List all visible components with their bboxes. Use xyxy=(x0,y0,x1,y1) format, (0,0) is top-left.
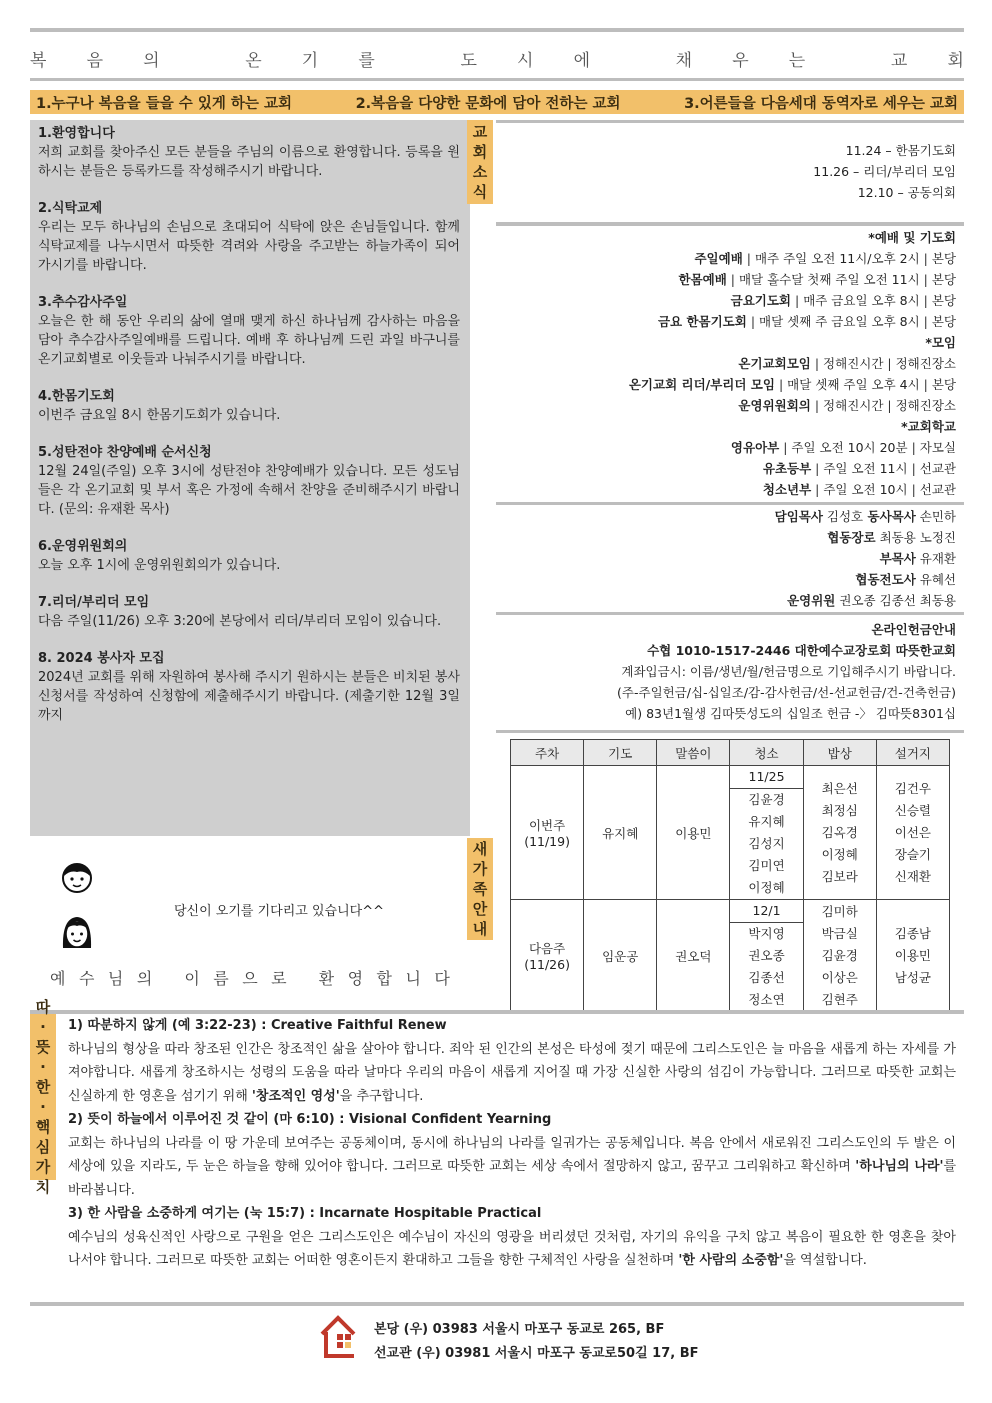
tab-char: 치 xyxy=(35,1178,51,1196)
man-icon xyxy=(60,860,94,894)
motto-char: 우 xyxy=(732,51,749,71)
welcome-char: 합 xyxy=(376,969,392,988)
worship-time: 주일 오전 10시 20분 xyxy=(791,440,908,455)
worship-item xyxy=(496,458,956,479)
core-value-text: 교회는 하나님의 나라를 이 땅 가운데 보여주는 공동체이며, 동시에 하나님의 나라를 일궈가는 공동체입니다. 복음 안에서 새로워진 그리스도인의 두 발은 이 세상에 있을 지라도, 두 눈은 하늘을 향해 있어야 합니다. 그러므로 따뜻한 교회는 세상 속에서 절망하지 않고, 꿈꾸고 그리워하고 확신하며 xyxy=(68,1135,956,1174)
right-rule xyxy=(496,730,964,733)
welcome-char: 로 xyxy=(271,969,287,988)
schedule-item: 11.26 – 리더/부리더 모임 xyxy=(813,164,956,179)
separator: | xyxy=(907,461,920,476)
worship-schedule xyxy=(496,227,964,500)
meal-name: 김미하 xyxy=(821,903,858,919)
tab-char: 핵 xyxy=(35,1118,51,1136)
announcement-item xyxy=(38,593,460,631)
staff-row xyxy=(496,548,956,569)
bottom-rule xyxy=(30,1302,964,1306)
separator: | xyxy=(774,377,788,392)
table-header: 청소 xyxy=(730,740,803,766)
clean-name: 박지영 xyxy=(748,926,785,941)
core-value-body xyxy=(68,1132,956,1203)
welcome-char: 수 xyxy=(78,969,95,988)
motto-char xyxy=(845,46,850,72)
goal-2: 2.복음을 다양한 문화에 담아 전하는 교회 xyxy=(355,95,621,112)
separator: | xyxy=(742,251,755,266)
announcement-item xyxy=(38,293,460,369)
welcome-char xyxy=(166,966,171,989)
core-value-emphasis: '한 사람의 소중함' xyxy=(678,1253,784,1268)
worship-place: 정해진장소 xyxy=(895,398,956,413)
staff-row xyxy=(496,569,956,590)
tab-church-news xyxy=(467,120,493,204)
tab-newcomer-guide xyxy=(467,838,493,940)
meal-name: 김옥경 xyxy=(821,824,858,840)
motto-char: 온 xyxy=(245,51,262,71)
worship-time: 매주 주일 오전 11시/오후 2시 xyxy=(754,251,920,266)
staff-names: 최동용 노정진 xyxy=(875,530,956,545)
staff-role: 협동전도사 xyxy=(855,572,916,587)
worship-time: 정해진시간 xyxy=(823,356,884,371)
worship-name: 한몸예배 xyxy=(678,272,727,287)
welcome-char: 의 xyxy=(136,969,153,988)
separator: | xyxy=(919,251,932,266)
announcement-item xyxy=(38,649,460,725)
clean-name: 김종선 xyxy=(748,970,785,985)
tab-char: · xyxy=(40,1098,46,1116)
worship-name: 온기교회모임 xyxy=(738,356,811,371)
announcement-item xyxy=(38,443,460,519)
welcome-char xyxy=(300,966,305,989)
worship-time: 매달 홀수달 첫째 주일 오전 11시 xyxy=(738,272,920,287)
core-value-title: 1) 따분하지 않게 (예 3:22-23) : Creative Faithful Renew xyxy=(68,1018,447,1033)
welcome-char: 환 xyxy=(318,969,335,988)
welcome-slogan xyxy=(50,966,450,989)
separator: | xyxy=(779,440,792,455)
worship-heading xyxy=(496,416,956,437)
dish-name: 신재환 xyxy=(894,868,931,884)
separator: | xyxy=(811,482,824,497)
worship-item xyxy=(496,248,956,269)
dish-name: 이선은 xyxy=(894,824,931,840)
worship-heading xyxy=(496,332,956,353)
core-value-title: 3) 한 사람을 소중하게 여기는 (눅 15:7) : Incarnate Hospitable Practical xyxy=(68,1206,542,1221)
worship-item xyxy=(496,479,956,500)
table-header: 밥상 xyxy=(803,740,876,766)
worship-time: 주일 오전 11시 xyxy=(823,461,908,476)
table-header: 설거지 xyxy=(876,740,949,766)
welcome-char: 으 xyxy=(242,969,258,988)
welcome-char: 영 xyxy=(347,969,364,988)
right-rule xyxy=(496,502,964,505)
motto-rule xyxy=(30,78,964,81)
worship-item xyxy=(496,437,956,458)
worship-name: 금요 한몸기도회 xyxy=(657,314,747,329)
worship-heading-text: *교회학교 xyxy=(901,419,956,434)
motto-char: 복 xyxy=(30,51,47,71)
reader-cell: 권오덕 xyxy=(657,900,730,1012)
clean-cell xyxy=(730,900,803,1012)
announcement-item xyxy=(38,387,460,425)
worship-place: 본당 xyxy=(931,251,956,266)
table-header: 기도 xyxy=(584,740,657,766)
tab-char: · xyxy=(40,1058,46,1076)
motto-char: 회 xyxy=(947,51,964,71)
motto-char: 에 xyxy=(573,51,590,71)
core-value-text: 을 추구합니다. xyxy=(339,1088,424,1104)
worship-place: 본당 xyxy=(931,272,956,287)
core-values xyxy=(68,1014,956,1273)
separator: | xyxy=(883,398,896,413)
clean-name: 정소연 xyxy=(748,992,785,1007)
church-logo-icon xyxy=(318,1314,358,1360)
right-rule xyxy=(496,222,964,226)
clean-name: 권오종 xyxy=(748,948,785,963)
motto-char: 는 xyxy=(788,51,806,71)
announcement-title: 3.추수감사주일 xyxy=(38,295,128,310)
worship-place: 선교관 xyxy=(919,482,956,497)
worship-name: 운영위원회의 xyxy=(738,398,811,413)
announcement-body: 우리는 모두 하나님의 손님으로 초대되어 식탁에 앉은 손님들입니다. 함께 식탁교제를 나누시면서 따뜻한 격려와 사랑을 주고받는 하늘가족이 되어 가시기를 바랍니다. xyxy=(38,220,460,273)
worship-item xyxy=(496,353,956,374)
tab-char: 가 xyxy=(472,860,488,878)
church-motto xyxy=(30,46,964,72)
worship-time: 매달 셋째 주 금요일 오후 8시 xyxy=(759,314,920,329)
staff-names: 김성호 xyxy=(822,509,864,524)
separator: | xyxy=(746,314,760,329)
top-rule xyxy=(30,28,964,32)
core-value-text: 하나님의 형상을 따라 창조된 인간은 창조적인 삶을 살아야 합니다. 죄악 된 인간의 본성은 타성에 젖기 때문에 그리스도인은 늘 마음을 새롭게 하는 자세를 가져야합니다. 새롭게 창조하시는 성령의 도움을 따라 날마다 우리의 마음이 새롭게 지어질 때 가장 신실한 사랑의 섬김이 가능합니다. 그러므로 따뜻한 교회는 신실하게 한 영혼을 섬기기 위해 xyxy=(68,1041,956,1104)
announcement-title: 7.리더/부리더 모임 xyxy=(38,595,150,610)
core-value-text: 예수님의 성육신적인 사랑으로 구원을 얻은 그리스도인은 예수님이 자신의 영광을 버리셨던 것처럼, 자기의 유익을 구치 않고 복음이 필요한 한 영혼을 찾아 나서야 합니다. 그러므로 따뜻한 교회는 어떠한 영혼이든지 환대하고 그들을 향한 구체적인 사랑을 실천하며 xyxy=(68,1229,956,1268)
meal-name: 최은선 xyxy=(821,780,858,796)
tab-char: 식 xyxy=(472,183,488,201)
core-value-emphasis: '창조적인 영성' xyxy=(251,1088,340,1104)
offering-note: (주-주일헌금/십-십일조/감-감사헌금/선-선교헌금/건-건축헌금) xyxy=(617,685,956,700)
staff-names: 권오종 김종선 최동용 xyxy=(835,593,956,608)
tab-char: 교 xyxy=(472,123,488,141)
motto-char: 음 xyxy=(86,51,103,71)
worship-heading-text: *예배 및 기도회 xyxy=(868,230,956,245)
announcement-title: 1.환영합니다 xyxy=(38,126,115,141)
dish-name: 김종남 xyxy=(894,925,931,941)
table-header: 주차 xyxy=(511,740,584,766)
staff-row xyxy=(496,527,956,548)
motto-char: 교 xyxy=(890,51,908,71)
schedule-list xyxy=(496,140,964,203)
table-row xyxy=(511,766,950,900)
address-mission: 선교관 (우) 03981 서울시 마포구 동교로50길 17, BF xyxy=(374,1346,699,1361)
meal-name: 박금실 xyxy=(821,925,858,941)
newcomer-welcome xyxy=(30,840,470,1010)
core-value-body xyxy=(68,1038,956,1109)
separator: | xyxy=(907,482,920,497)
motto-char xyxy=(200,46,205,72)
dish-name: 신승렬 xyxy=(894,802,931,818)
tab-core-values xyxy=(30,998,56,1196)
woman-icon xyxy=(60,914,94,952)
motto-char xyxy=(630,46,635,72)
tab-char: · xyxy=(40,1018,46,1036)
offering-note: 계좌입금시: 이름/생년/월/헌금명으로 기입해주시기 바랍니다. xyxy=(621,664,956,679)
welcome-char: 이 xyxy=(184,969,200,988)
worship-name: 영유아부 xyxy=(730,440,780,455)
separator: | xyxy=(883,356,896,371)
separator: | xyxy=(810,398,824,413)
announcement-body: 오늘 오후 1시에 운영위원회의가 있습니다. xyxy=(38,558,281,573)
announcement-title: 5.성탄전야 찬양예배 순서신청 xyxy=(38,445,212,460)
address-main: 본당 (우) 03983 서울시 마포구 동교로 265, BF xyxy=(374,1322,665,1337)
tab-char: 내 xyxy=(472,920,488,938)
separator: | xyxy=(726,272,739,287)
announcements-panel xyxy=(30,120,470,836)
separator: | xyxy=(907,440,920,455)
staff-row xyxy=(496,590,956,611)
worship-heading xyxy=(496,227,956,248)
meal-name: 이상은 xyxy=(821,969,858,985)
worship-time: 매달 셋째 주일 오후 4시 xyxy=(787,377,920,392)
week-label: 다음주 xyxy=(528,941,566,956)
announcement-title: 8. 2024 봉사자 모집 xyxy=(38,651,165,666)
waiting-message: 당신이 오기를 기다리고 있습니다^^ xyxy=(174,904,384,919)
core-value-text: 을 역설합니다. xyxy=(783,1253,867,1268)
worship-time: 매주 금요일 오후 8시 xyxy=(803,293,920,308)
announcement-body: 12월 24일(주일) 오후 3시에 성탄전야 찬양예배가 있습니다. 모든 성도님들은 각 온기교회 및 부서 혹은 가정에 속해서 찬양을 준비해주시기 바랍니다. (문의: 유재환 목사) xyxy=(38,464,460,517)
schedule-item: 12.10 – 공동의회 xyxy=(857,185,956,200)
offering-title: 온라인헌금안내 xyxy=(871,622,956,637)
dish-cell xyxy=(876,900,949,1012)
tab-char: 회 xyxy=(472,143,488,161)
tab-char: 새 xyxy=(472,840,488,858)
meal-cell xyxy=(803,766,876,900)
table-header: 말씀이 xyxy=(657,740,730,766)
announcement-title: 4.한몸기도회 xyxy=(38,389,115,404)
worship-name: 유초등부 xyxy=(762,461,812,476)
worship-item xyxy=(496,269,956,290)
motto-char: 도 xyxy=(460,51,477,71)
right-rule xyxy=(496,612,964,615)
welcome-char: 니 xyxy=(405,969,421,988)
core-value-title: 2) 뜻이 하늘에서 이루어진 것 같이 (마 6:10) : Visional Confident Yearning xyxy=(68,1112,552,1127)
meal-name: 김현주 xyxy=(821,991,858,1007)
clean-name: 이정혜 xyxy=(748,880,785,895)
separator: | xyxy=(811,461,824,476)
welcome-char: 름 xyxy=(213,969,229,988)
separator: | xyxy=(919,314,932,329)
dish-cell xyxy=(876,766,949,900)
motto-char: 채 xyxy=(675,51,693,71)
dish-name: 장슬기 xyxy=(894,846,931,862)
worship-time: 주일 오전 10시 xyxy=(823,482,908,497)
worship-place: 본당 xyxy=(931,293,956,308)
worship-name: 금요기도회 xyxy=(730,293,792,308)
announcement-item xyxy=(38,124,460,181)
separator: | xyxy=(919,293,932,308)
reader-cell: 이용민 xyxy=(657,766,730,900)
staff-role: 담임목사 xyxy=(774,509,823,524)
clean-date: 11/25 xyxy=(730,766,802,789)
announcement-body: 다음 주일(11/26) 오후 3:20에 본당에서 리더/부리더 모임이 있습니다. xyxy=(38,614,442,629)
motto-char: 시 xyxy=(517,51,534,71)
goal-3: 3.어른들을 다음세대 동역자로 세우는 교회 xyxy=(684,95,958,112)
meal-name: 이정혜 xyxy=(821,846,858,862)
dish-name: 남성균 xyxy=(894,969,931,985)
separator: | xyxy=(810,356,824,371)
dish-name: 김건우 xyxy=(894,780,931,796)
duty-table xyxy=(510,739,950,1012)
tab-char: 심 xyxy=(35,1138,51,1156)
online-offering xyxy=(496,619,964,724)
welcome-char: 다 xyxy=(434,969,450,988)
worship-name: 주일예배 xyxy=(694,251,743,266)
week-label: 이번주 xyxy=(528,818,566,833)
welcome-char: 예 xyxy=(50,969,66,988)
announcement-body: 이번주 금요일 8시 한몸기도회가 있습니다. xyxy=(38,408,281,423)
core-value-body xyxy=(68,1226,956,1273)
goal-1: 1.누구나 복음을 들을 수 있게 하는 교회 xyxy=(36,95,292,112)
worship-place: 자모실 xyxy=(919,440,956,455)
motto-char: 를 xyxy=(358,51,375,71)
core-value-text: 를 바라봅니다. xyxy=(68,1159,956,1198)
church-goals xyxy=(30,90,964,114)
motto-char: 기 xyxy=(301,51,319,71)
right-rule xyxy=(496,120,964,123)
announcement-item xyxy=(38,537,460,575)
offering-example: 예) 83년1월생 김따뜻성도의 십일조 헌금 -〉 김따뜻8301십 xyxy=(625,706,956,721)
announcement-body: 오늘은 한 해 동안 우리의 삶에 열매 맺게 하신 하나님께 감사하는 마음을 담아 추수감사주일예배를 드립니다. 예배 후 하나님께 드린 과일 바구니를 온기교회별로 이웃들과 나눠주시기를 바랍니다. xyxy=(38,314,460,367)
week-cell xyxy=(511,766,584,900)
prayer-cell: 임운공 xyxy=(584,900,657,1012)
week-cell xyxy=(511,900,584,1012)
tab-char: 소 xyxy=(472,163,488,181)
announcement-body: 2024년 교회를 위해 자원하여 봉사해 주시기 원하시는 분들은 비치된 봉사신청서를 작성하여 신청함에 제출해주시기 바랍니다. (제출기한 12월 3일까지 xyxy=(38,670,460,723)
separator: | xyxy=(919,272,932,287)
staff-list xyxy=(496,506,964,611)
worship-item xyxy=(496,290,956,311)
staff-role: 동사목사 xyxy=(863,509,916,524)
worship-item xyxy=(496,374,956,395)
motto-char xyxy=(415,46,420,72)
staff-names: 유재환 xyxy=(915,551,956,566)
clean-date: 12/1 xyxy=(730,900,802,923)
clean-name: 유지혜 xyxy=(748,814,785,829)
clean-name: 김윤경 xyxy=(748,792,785,807)
week-date: (11/19) xyxy=(524,834,570,849)
staff-role: 운영위원 xyxy=(787,593,836,608)
worship-place: 정해진장소 xyxy=(895,356,956,371)
tab-char: 족 xyxy=(472,880,488,898)
staff-names: 유혜선 xyxy=(915,572,956,587)
clean-name: 김성지 xyxy=(748,836,785,851)
announcement-body: 저희 교회를 찾아주신 모든 분들을 주님의 이름으로 환영합니다. 등록을 원하시는 분들은 등록카드를 작성해주시기 바랍니다. xyxy=(38,145,460,179)
staff-role: 협동장로 xyxy=(827,530,876,545)
announcement-item xyxy=(38,199,460,275)
worship-item xyxy=(496,311,956,332)
staff-role: 부목사 xyxy=(879,551,916,566)
announcement-title: 6.운영위원회의 xyxy=(38,539,128,554)
worship-name: 온기교회 리더/부리더 모임 xyxy=(628,377,775,392)
worship-name: 청소년부 xyxy=(762,482,812,497)
tab-char: 뜻 xyxy=(35,1038,51,1056)
worship-place: 본당 xyxy=(931,377,956,392)
prayer-cell: 유지혜 xyxy=(584,766,657,900)
staff-names: 손민하 xyxy=(915,509,956,524)
tab-char: 가 xyxy=(35,1158,51,1176)
table-row xyxy=(511,900,950,1012)
tab-char: 한 xyxy=(35,1078,51,1096)
clean-name: 김미연 xyxy=(748,858,785,873)
staff-row xyxy=(496,506,956,527)
separator: | xyxy=(791,293,804,308)
meal-name: 김윤경 xyxy=(821,947,858,963)
offering-account: 수협 1010-1517-2446 대한예수교장로회 따뜻한교회 xyxy=(647,643,956,658)
announcement-title: 2.식탁교제 xyxy=(38,201,103,216)
worship-place: 본당 xyxy=(931,314,956,329)
dish-name: 이용민 xyxy=(894,947,931,963)
motto-char: 의 xyxy=(143,51,160,71)
meal-cell xyxy=(803,900,876,1012)
meal-name: 김보라 xyxy=(821,868,858,884)
worship-time: 정해진시간 xyxy=(823,398,884,413)
meal-name: 최정심 xyxy=(821,802,858,818)
welcome-char: 님 xyxy=(107,969,124,988)
worship-heading-text: *모임 xyxy=(925,335,956,350)
tab-char: 따 xyxy=(35,998,51,1016)
schedule-item: 11.24 – 한몸기도회 xyxy=(845,143,956,158)
worship-place: 선교관 xyxy=(919,461,956,476)
clean-cell xyxy=(730,766,803,900)
week-date: (11/26) xyxy=(524,957,570,972)
core-value-emphasis: '하나님의 나라' xyxy=(855,1159,944,1174)
separator: | xyxy=(919,377,932,392)
tab-char: 안 xyxy=(472,900,488,918)
worship-item xyxy=(496,395,956,416)
address-footer xyxy=(316,1312,736,1368)
